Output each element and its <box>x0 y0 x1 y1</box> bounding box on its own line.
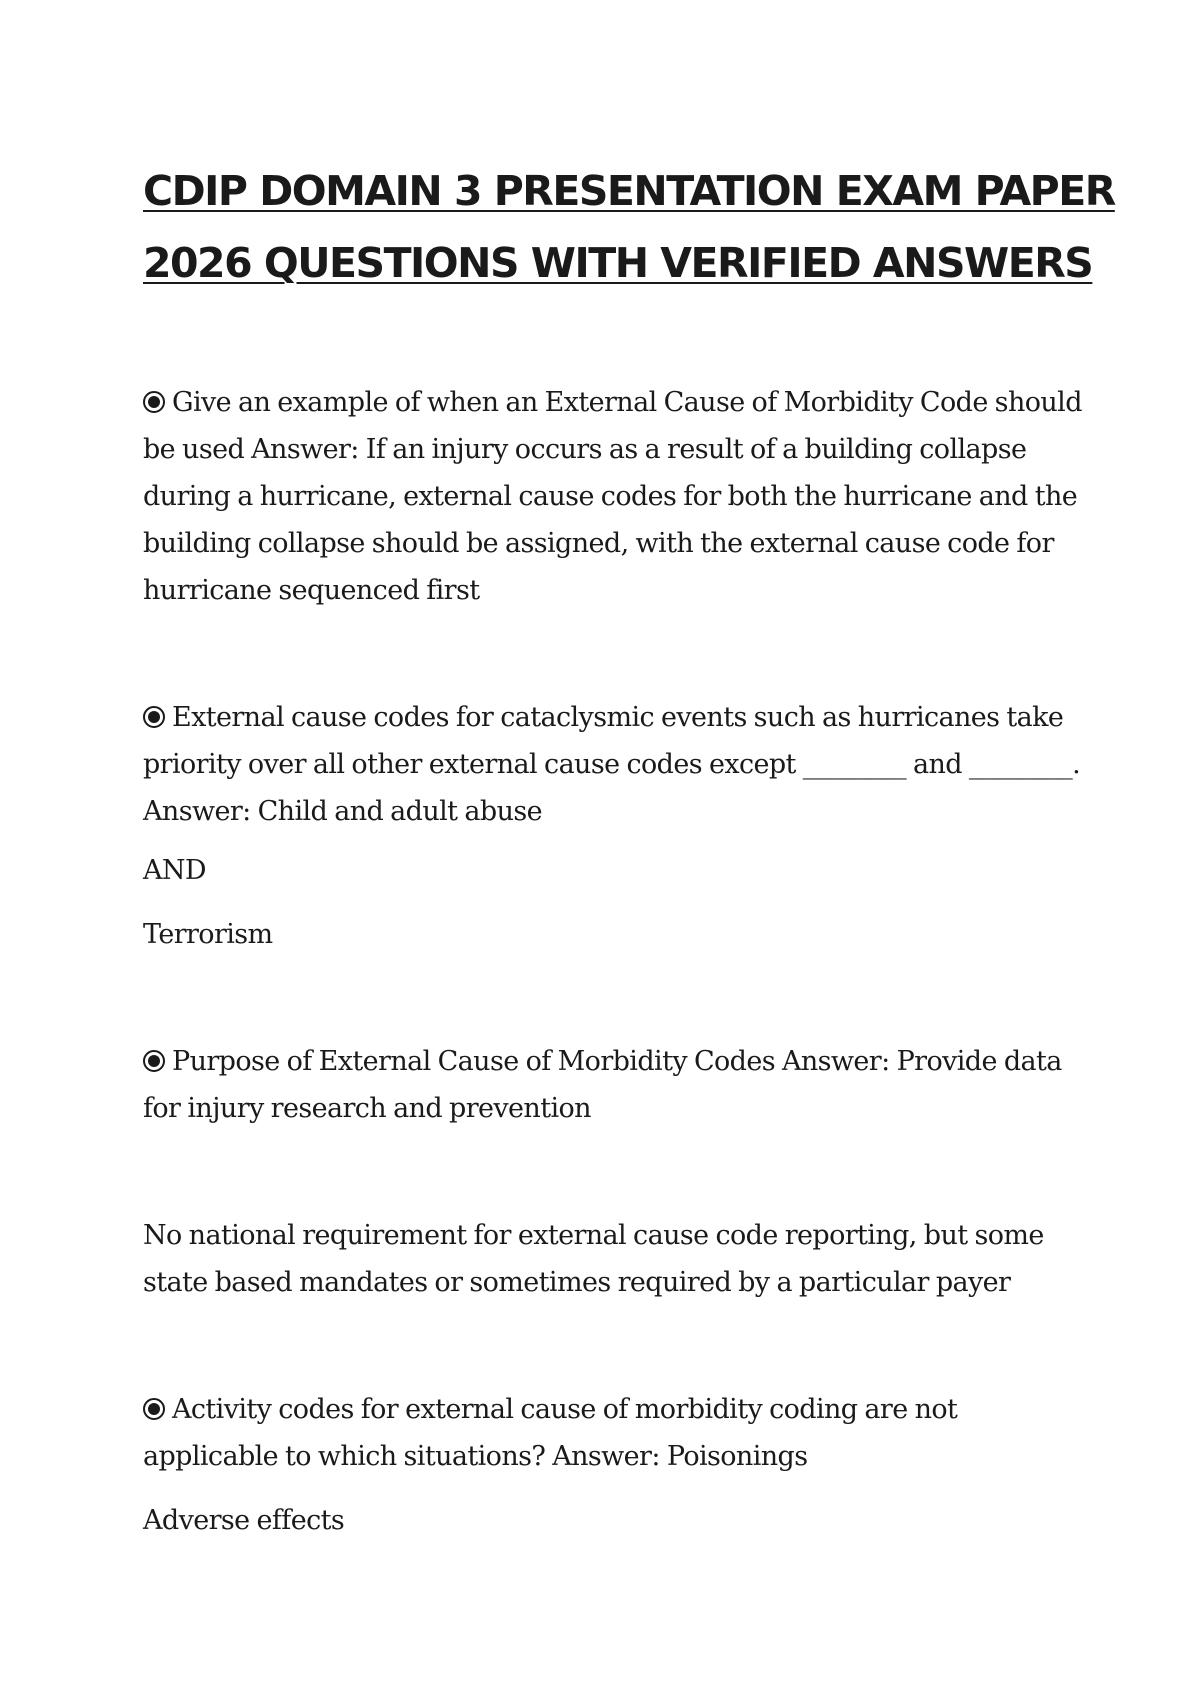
radio-bullet-icon <box>143 1398 165 1420</box>
question-4-adverse-effects: Adverse effects <box>143 1505 345 1536</box>
question-2-terrorism: Terrorism <box>143 919 273 950</box>
question-1 <box>143 379 1083 614</box>
question-3 <box>143 1038 1083 1132</box>
question-2 <box>143 694 1083 835</box>
question-2-and: AND <box>143 855 206 886</box>
question-4-text: Activity codes for external cause of morbidity coding are not applicable to which situations? Answer: Poisonings <box>143 1394 958 1472</box>
question-1-text: Give an example of when an External Cause of Morbidity Code should be used Answer: If an injury occurs as a result of a building collapse during a hurricane, external cause codes for both the hurricane and the building collapse should be assigned, with the external cause code for hurricane sequenced first <box>143 387 1082 606</box>
radio-bullet-icon <box>143 391 165 413</box>
document-title <box>143 155 1115 299</box>
document-content <box>143 155 1115 1544</box>
question-4 <box>143 1386 1083 1480</box>
question-2-text: External cause codes for cataclysmic events such as hurricanes take priority over all other external cause codes except ________ and ________. Answer: Child and adult abuse <box>143 702 1081 827</box>
title-line-1: CDIP DOMAIN 3 PRESENTATION EXAM PAPER <box>143 167 1115 215</box>
radio-bullet-icon <box>143 706 165 728</box>
question-3-text: Purpose of External Cause of Morbidity Codes Answer: Provide data for injury research and prevention <box>143 1046 1062 1124</box>
requirement-note: No national requirement for external cause code reporting, but some state based mandates or sometimes required by a particular payer <box>143 1220 1044 1298</box>
title-line-2: 2026 QUESTIONS WITH VERIFIED ANSWERS <box>143 239 1093 287</box>
radio-bullet-icon <box>143 1050 165 1072</box>
